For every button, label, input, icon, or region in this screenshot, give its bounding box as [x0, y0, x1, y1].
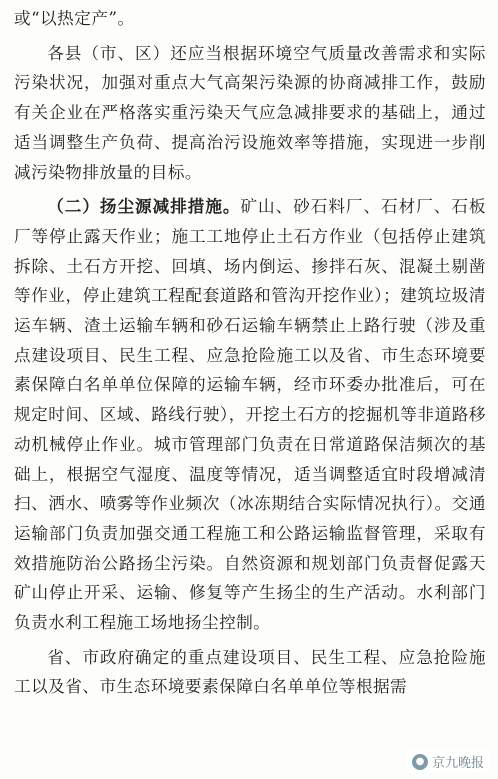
watermark-text: 京九晚报 [431, 756, 484, 771]
paragraph-dust-measures [14, 192, 486, 638]
source-watermark [406, 750, 490, 773]
paragraph-coordinated-reduction: 各县（市、区）还应当根据环境空气质量改善需求和实际污染状况，加强对重点大气高架污染源的协商减排工作，鼓励有关企业在严格落实重污染天气应急减排要求的基础上，通过适当调整生产负荷、提高治污设施效率等措施，实现进一步削减污染物排放量的目标。 [14, 43, 486, 182]
paragraph-continuation: 或“以热定产”。 [14, 9, 135, 28]
paragraph-key-projects: 省、市政府确定的重点建设项目、民生工程、应急抢险施工以及省、市生态环境要素保障白名单单位等根据需 [14, 647, 486, 697]
section-heading: （二）扬尘源减排措施。 [47, 197, 241, 217]
wechat-channel-icon: ● [412, 754, 428, 770]
section-body: 矿山、砂石料厂、石材厂、石板厂等停止露天作业；施工工地停止土石方作业（包括停止建筑拆除、土石方开挖、回填、场内倒运、掺拌石灰、混凝土剔凿等作业，停止建筑工程配套道路和管沟开挖作业）；建筑垃圾清运车辆、渣土运输车辆和砂石运输车辆禁止上路行驶（涉及重点建设项目、民生工程、应急抢险施工以及省、市生态环境要素保障白名单单位保障的运输车辆，经市环委办批准后，可在规定时间、区域、路线行驶），开挖土石方的挖掘机等非道路移动机械停止作业。城市管理部门负责在日常道路保洁频次的基础上，根据空气湿度、温度等情况，适当调整适宜时段增减清扫、洒水、喷雾等作业频次（冰冻期结合实际情况执行）。交通运输部门负责加强交通工程施工和公路运输监督管理，采取有效措施防治公路扬尘污染。自然资源和规划部门负责督促露天矿山停止开采、运输、修复等产生扬尘的生产活动。水利部门负责水利工程施工场地扬尘控制。 [14, 197, 487, 633]
